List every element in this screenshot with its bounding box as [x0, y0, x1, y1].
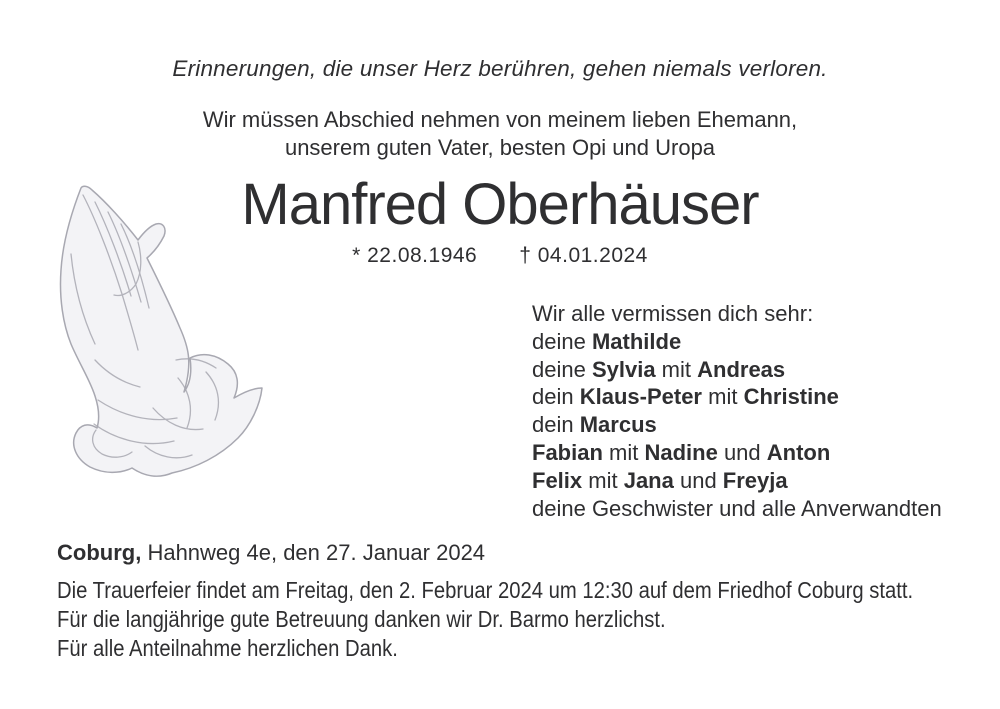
death-date: † 04.01.2024 [519, 244, 648, 267]
intro-line-2: unserem guten Vater, besten Opi und Uropa [284, 135, 716, 160]
mourners-list [532, 300, 942, 522]
intro-text [0, 106, 1000, 162]
closing-paragraph [57, 576, 1000, 663]
mourner-line: deine Geschwister und alle Anverwandten [532, 495, 942, 521]
deceased-name: Manfred Oberhäuser [241, 172, 759, 237]
mourner-line: dein Marcus [532, 412, 657, 438]
praying-hands-image [50, 182, 268, 482]
mourner-line: Fabian mit Nadine und Anton [532, 439, 831, 465]
mourner-line: deine Mathilde [532, 328, 682, 354]
closing-line-thanks-doctor: Für die langjährige gute Betreuung danken wir Dr. Barmo herzlichst. [57, 606, 666, 632]
intro-line-1: Wir müssen Abschied nehmen von meinem lieben Ehemann, [202, 107, 798, 132]
closing-line-thanks-all: Für alle Anteilnahme herzlichen Dank. [57, 635, 398, 661]
praying-hands-icon [50, 182, 268, 482]
epigraph-quote: Erinnerungen, die unser Herz berühren, gehen niemals verloren. [172, 56, 828, 81]
mourner-line: Felix mit Jana und Freyja [532, 467, 788, 493]
mourners-intro: Wir alle vermissen dich sehr: [532, 301, 814, 326]
birth-date: * 22.08.1946 [352, 244, 478, 267]
closing-line-funeral: Die Trauerfeier findet am Freitag, den 2. Februar 2024 um 12:30 auf dem Friedhof Coburg statt. [57, 577, 914, 603]
city-date-line: Coburg, Hahnweg 4e, den 27. Januar 2024 [57, 540, 486, 565]
mourner-line: dein Klaus-Peter mit Christine [532, 384, 839, 410]
mourner-line: deine Sylvia mit Andreas [532, 356, 786, 382]
